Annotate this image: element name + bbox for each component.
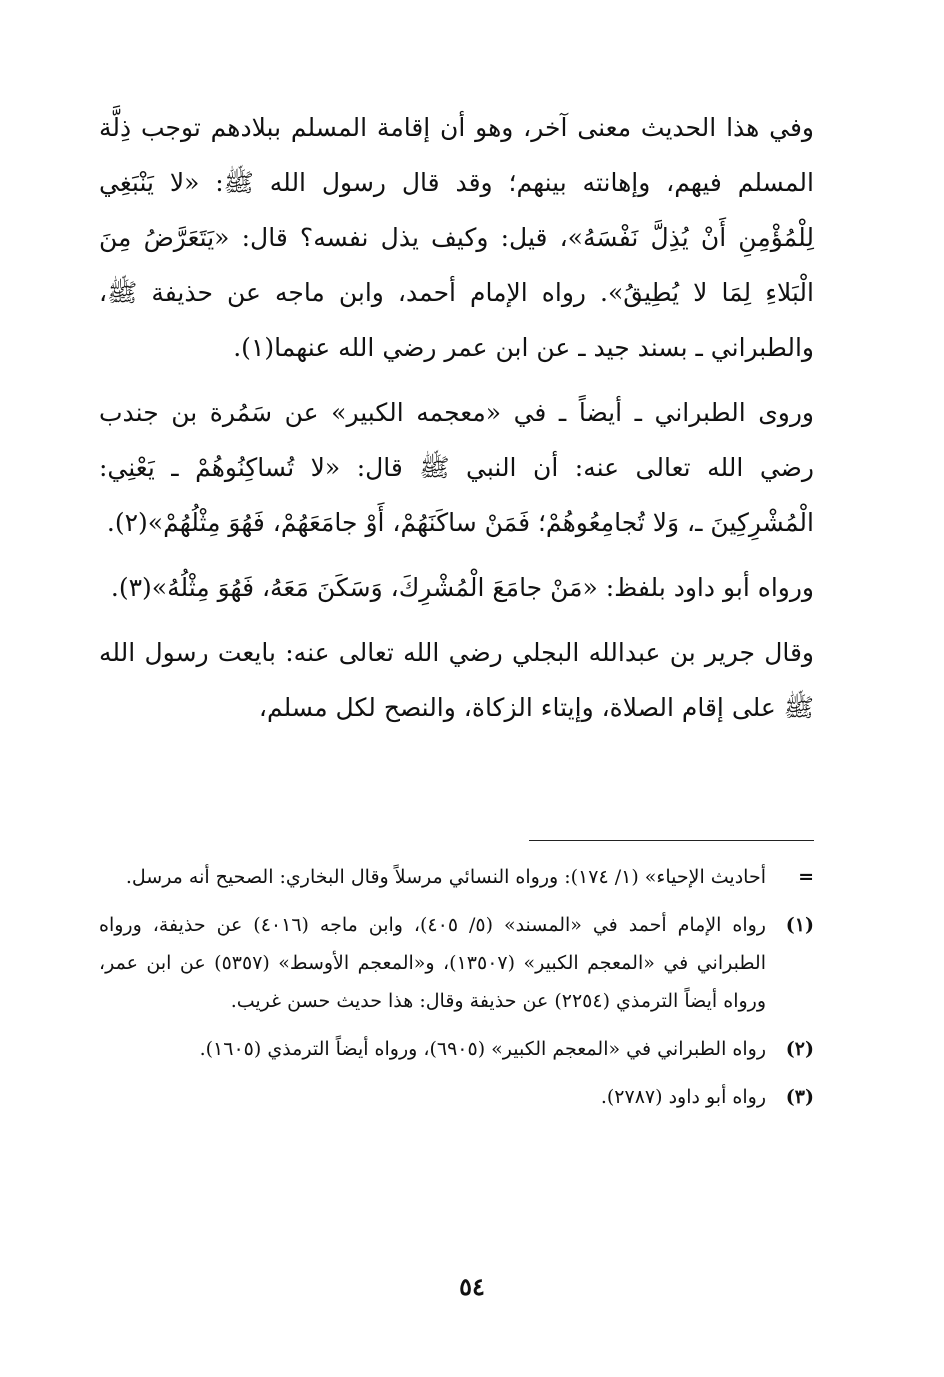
paragraph-2: وروى الطبراني ـ أيضاً ـ في «معجمه الكبير» عن سَمُرة بن جندب رضي الله تعالى عنه: أن النبي ﷺ قال: «لا تُساكِنُوهُمْ ـ يَعْنِي: الْمُشْرِكِينَ ـ، وَلا تُجامِعُوهُمْ؛ فَمَنْ ساكَنَهُمْ، أَوْ جامَعَهُمْ، فَهُوَ مِثْلُهُمْ»(٢). [99,398,814,537]
footnote-marker: (٣) [785,1086,814,1108]
footnote-marker: (١) [785,914,814,936]
footnote-text: رواه أبو داود (٢٧٨٧). [600,1086,766,1108]
paragraph-1: وفي هذا الحديث معنى آخر، وهو أن إقامة المسلم ببلادهم توجب ذِلَّة المسلم فيهم، وإهانته بينهم؛ وقد قال رسول الله ﷺ: «لا يَنْبَغِي لِلْمُؤْمِنِ أَنْ يُذِلَّ نَفْسَهُ»، قيل: وكيف يذل نفسه؟ قال: «يَتَعَرَّضُ مِنَ الْبَلاءِ لِمَا لا يُطِيقُ». رواه الإمام أحمد، وابن ماجه عن حذيفة ﷺ، والطبراني ـ بسند جيد ـ عن ابن عمر رضي الله عنهما(١). [99,113,814,362]
footnote-text: أحاديث الإحياء» (١/ ١٧٤): ورواه النسائي مرسلاً وقال البخاري: الصحيح أنه مرسل. [125,866,766,888]
footnote-divider [529,840,814,841]
footnote-2 [99,1030,814,1068]
paragraph-3: ورواه أبو داود بلفظ: «مَنْ جامَعَ الْمُشْرِكَ، وَسَكَنَ مَعَهُ، فَهُوَ مِثْلُهُ»(٣). [110,573,814,602]
main-text-block [99,100,814,745]
paragraph-4: وقال جرير بن عبدالله البجلي رضي الله تعالى عنه: بايعت رسول الله ﷺ على إقام الصلاة، وإيتاء الزكاة، والنصح لكل مسلم، [99,638,814,722]
footnote-marker: (٢) [785,1038,814,1060]
footnote-marker: = [798,866,814,888]
footnote-continued [99,858,814,896]
footnote-3 [99,1078,814,1116]
footnote-text: رواه الإمام أحمد في «المسند» (٥/ ٤٠٥)، وابن ماجه (٤٠١٦) عن حذيفة، ورواه الطبراني في «المعجم الكبير» (١٣٥٠٧)، و«المعجم الأوسط» (٥٣٥٧) عن ابن عمر، ورواه أيضاً الترمذي (٢٢٥٤) عن حذيفة وقال: هذا حديث حسن غريب. [99,914,766,1012]
footnote-text: رواه الطبراني في «المعجم الكبير» (٦٩٠٥)، ورواه أيضاً الترمذي (١٦٠٥). [199,1038,766,1060]
page-number: ٥٤ [459,1272,485,1301]
footnotes-block [99,858,814,1126]
footnote-1 [99,906,814,1020]
